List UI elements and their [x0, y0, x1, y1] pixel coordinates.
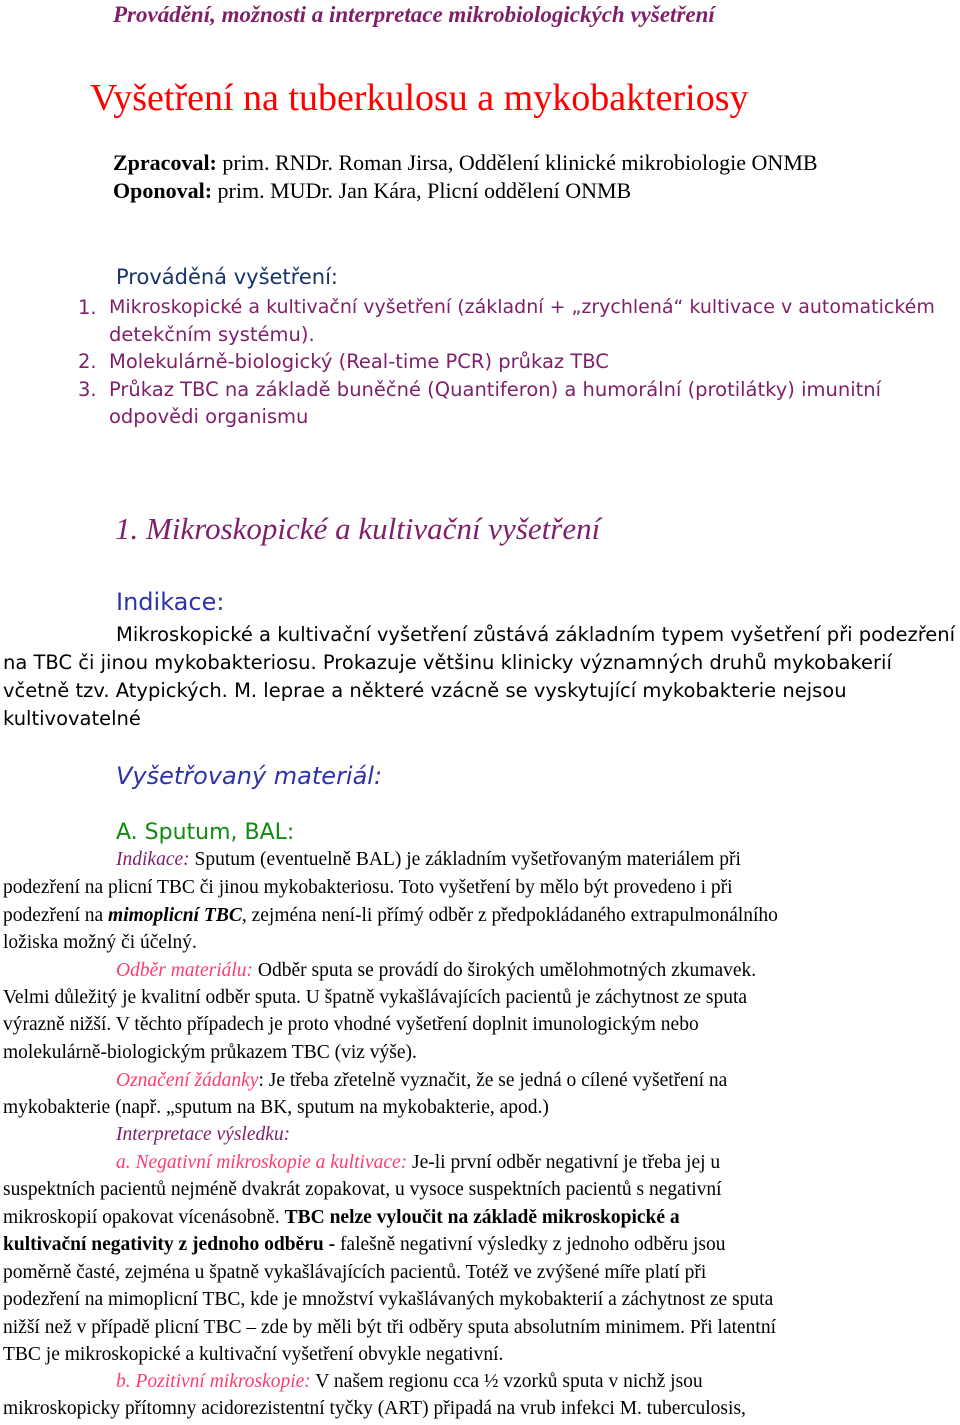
odber-line-1 [116, 960, 756, 982]
oznaceni-line-1 [116, 1070, 727, 1092]
mimoplicni-tbc-emphasis: mimoplicní TBC [108, 905, 242, 926]
indikace-line-4: kultivovatelné [3, 707, 141, 730]
sputum-indikace-text-3c: , zejména není-li přímý odběr z předpokládaného extrapulmonálního [241, 905, 778, 926]
negative-line-5: poměrně časté, zejména u špatně vykašlávajících pacientů. Totéž ve zvýšené míře platí při [3, 1262, 707, 1283]
odber-label: Odběr materiálu: [116, 960, 254, 981]
sputum-heading: A. Sputum, BAL: [116, 820, 295, 845]
sputum-indikace-line-3 [3, 905, 778, 927]
document-header: Provádění, možnosti a interpretace mikrobiologických vyšetření [113, 2, 715, 27]
odber-line-2: Velmi důležitý je kvalitní odběr sputa. U špatně vykašlávajících pacientů je záchytnost ze sputa [3, 987, 748, 1008]
prepared-by-line [113, 150, 818, 176]
reviewed-by-line [113, 178, 631, 204]
reviewed-value: prim. MUDr. Jan Kára, Plicní oddělení ONMB [217, 178, 632, 203]
tbc-nelze-vyloucit-emphasis: TBC nelze vyloučit na základě mikroskopické a [284, 1207, 680, 1228]
procedure-3-line2: odpovědi organismu [109, 405, 309, 428]
negative-text-4b: falešně negativní výsledky z jednoho odběru jsou [335, 1234, 726, 1255]
procedure-1-number: 1. [78, 296, 97, 319]
indikace-heading: Indikace: [116, 588, 225, 616]
negative-line-3 [3, 1207, 680, 1229]
negative-label: a. Negativní mikroskopie a kultivace: [116, 1152, 408, 1173]
procedure-1-line2: detekčním systému). [109, 323, 315, 346]
indikace-line-1: Mikroskopické a kultivační vyšetření zůstává základním typem vyšetření při podezření [116, 623, 956, 646]
indikace-line-3: včetně tzv. Atypických. M. leprae a některé vzácně se vyskytující mykobakterie nejsou [3, 679, 847, 702]
sputum-indikace-text-1: Sputum (eventuelně BAL) je základním vyšetřovaným materiálem při [194, 849, 741, 870]
procedure-2-line1: Molekulárně-biologický (Real-time PCR) průkaz TBC [109, 350, 609, 373]
procedure-2-number: 2. [78, 350, 97, 373]
negative-text-3a: mikroskopií opakovat vícenásobně. [3, 1207, 285, 1228]
procedure-3-line1: Průkaz TBC na základě buněčné (Quantiferon) a humorální (protilátky) imunitní [109, 378, 882, 401]
positive-line-1 [116, 1371, 703, 1393]
indikace-line-2: na TBC či jinou mykobakteriosu. Prokazuje většinu klinicky významných druhů mykobakerií [3, 651, 892, 674]
oznaceni-line-2: mykobakterie (např. „sputum na BK, sputum na mykobakterie, apod.) [3, 1097, 549, 1118]
positive-text-1: V našem regionu cca ½ vzorků sputa v nichž jsou [310, 1371, 703, 1392]
prepared-label: Zpracoval: [113, 150, 217, 175]
odber-text-1: Odběr sputa se provádí do širokých umělohmotných zkumavek. [253, 960, 757, 981]
interpretace-heading: Interpretace výsledku: [116, 1124, 291, 1145]
positive-label: b. Pozitivní mikroskopie: [116, 1371, 311, 1392]
negative-line-1 [116, 1152, 720, 1174]
odber-line-3: výrazně nižší. V těchto případech je proto vhodné vyšetření doplnit imunologickým nebo [3, 1014, 699, 1035]
positive-line-2: mikroskopicky přítomny acidorezistentní tyčky (ART) připadá na vrub infekci M. tuberculosis, [3, 1398, 746, 1419]
material-heading: Vyšetřovaný materiál: [116, 762, 383, 790]
negative-line-8: TBC je mikroskopické a kultivační vyšetření obvykle negativní. [3, 1344, 504, 1365]
negative-line-7: nižší než v případě plicní TBC – zde by měli být tři odběry sputa absolutním minimem. Při latentní [3, 1317, 777, 1338]
procedures-heading: Prováděná vyšetření: [116, 265, 338, 289]
sputum-indikace-line-2: podezření na plicní TBC či jinou mykobakteriosu. Toto vyšetření by mělo být provedeno i při [3, 877, 733, 898]
section-1-heading: 1. Mikroskopické a kultivační vyšetření [115, 511, 601, 546]
sputum-indikace-line-4: ložiska možný či účelný. [3, 932, 197, 953]
sputum-indikace-line-1 [116, 849, 741, 871]
prepared-value: prim. RNDr. Roman Jirsa, Oddělení klinické mikrobiologie ONMB [222, 150, 818, 175]
odber-line-4: molekulárně-biologickým průkazem TBC (viz výše). [3, 1042, 417, 1063]
document-title: Vyšetření na tuberkulosu a mykobakteriosy [90, 77, 749, 119]
sputum-indikace-label: Indikace: [116, 849, 190, 870]
negative-text-1: Je-li první odběr negativní je třeba jej u [407, 1152, 721, 1173]
kultivacni-negativity-emphasis: kultivační negativity z jednoho odběru - [3, 1234, 336, 1255]
procedure-3-number: 3. [78, 378, 97, 401]
negative-line-6: podezření na mimoplicní TBC, kde je množství vykašlávaných mykobakterií a záchytnost ze sputa [3, 1289, 774, 1310]
procedure-1-line1: Mikroskopické a kultivační vyšetření (základní + „zrychlená“ kultivace v automatickém [109, 296, 935, 318]
sputum-indikace-text-3a: podezření na [3, 905, 104, 926]
oznaceni-label: Označení žádanky [116, 1070, 259, 1091]
reviewed-label: Oponoval: [113, 178, 213, 203]
negative-line-4 [3, 1234, 726, 1256]
negative-line-2: suspektních pacientů nejméně dvakrát zopakovat, u vysoce suspektních pacientů s negativní [3, 1179, 722, 1200]
oznaceni-text-1: : Je třeba zřetelně vyznačit, že se jedná o cílené vyšetření na [258, 1070, 728, 1091]
